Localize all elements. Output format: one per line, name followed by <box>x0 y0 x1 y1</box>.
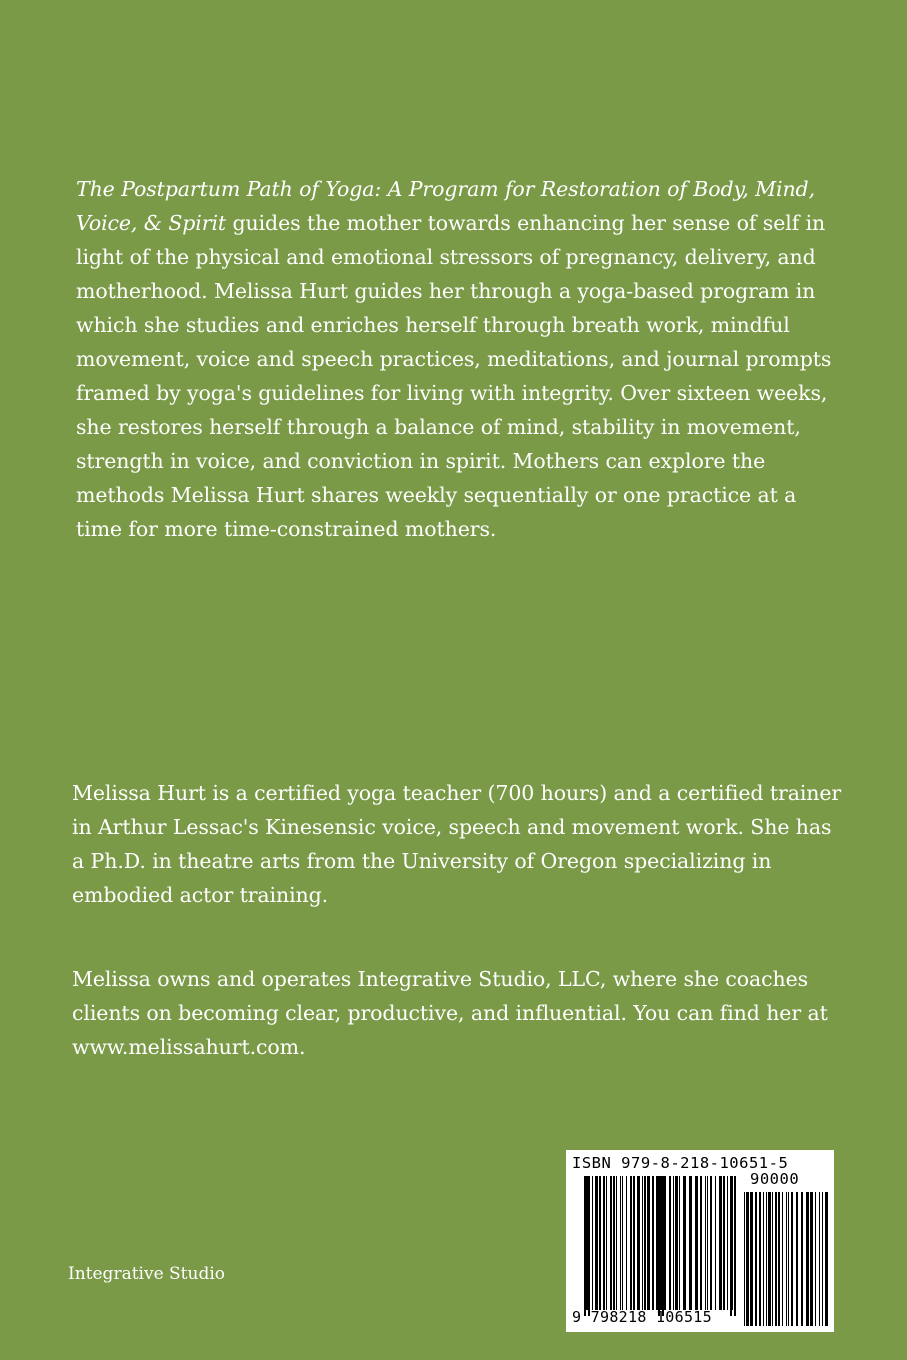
barcode-bar <box>705 1176 706 1310</box>
barcode-bar <box>796 1192 798 1326</box>
barcode-bar <box>775 1192 777 1326</box>
barcode-bar <box>786 1192 787 1326</box>
barcode-bar <box>683 1176 686 1310</box>
barcode-bar <box>801 1192 803 1326</box>
barcode-bar <box>723 1176 725 1310</box>
barcode-bar <box>695 1176 698 1310</box>
barcode-bar <box>766 1192 767 1326</box>
barcode-bar <box>652 1176 654 1310</box>
barcode-bar <box>791 1192 793 1326</box>
barcode-bar <box>595 1176 598 1310</box>
barcode-bar <box>810 1192 813 1326</box>
barcode-bar <box>633 1176 635 1310</box>
barcode-bar <box>675 1176 678 1310</box>
barcode-bar <box>664 1176 666 1310</box>
barcode-bar <box>626 1176 627 1310</box>
barcode-bar <box>782 1192 783 1326</box>
publisher-name: Integrative Studio <box>68 1264 226 1284</box>
barcode-bar <box>815 1192 816 1326</box>
barcode-bar <box>660 1176 662 1310</box>
author-bio-paragraph-2: Melissa owns and operates Integrative Studio, LLC, where she coaches clients on becoming clear, productive, and influential. You can find her at www.melissahurt.com. <box>72 967 828 1059</box>
barcode-guard-bar <box>658 1176 660 1316</box>
barcode-guard-bar <box>584 1176 586 1316</box>
barcode-bar <box>603 1176 605 1310</box>
barcode-bar <box>727 1176 728 1310</box>
price-code: 90000 <box>750 1170 800 1188</box>
barcode-bar <box>710 1176 712 1310</box>
barcode-guard-bar <box>662 1176 664 1316</box>
barcode-bar <box>778 1192 780 1326</box>
barcode-bar <box>700 1176 702 1310</box>
barcode-bar <box>669 1176 671 1310</box>
barcode-bar <box>755 1192 757 1326</box>
barcode-bar <box>642 1176 643 1310</box>
barcode-bar <box>788 1192 789 1326</box>
barcode-bar <box>613 1176 615 1310</box>
barcode-bar <box>819 1192 820 1326</box>
barcode-bar <box>759 1192 761 1326</box>
barcode-bar <box>715 1176 716 1310</box>
barcode-bar <box>606 1176 607 1310</box>
barcode-bar <box>679 1176 680 1310</box>
barcode-bar <box>768 1192 771 1326</box>
book-description <box>76 172 836 546</box>
isbn-label: ISBN 979-8-218-10651-5 <box>572 1154 789 1172</box>
barcode-guard-bar <box>730 1176 732 1316</box>
barcode-guard-bar <box>588 1176 590 1316</box>
barcode-bar <box>637 1176 640 1310</box>
barcode-bar <box>616 1176 617 1310</box>
barcode-bar <box>592 1176 593 1310</box>
barcode-bar <box>806 1192 809 1326</box>
barcode-bar <box>822 1192 823 1326</box>
barcode-bar <box>599 1176 601 1310</box>
barcode-bar <box>746 1192 749 1326</box>
barcode-bar <box>707 1176 708 1310</box>
isbn-barcode <box>566 1150 834 1332</box>
barcode-bars <box>566 1150 834 1332</box>
barcode-bar <box>673 1176 674 1310</box>
barcode-bar <box>620 1176 621 1310</box>
barcode-bar <box>763 1192 764 1326</box>
ean-digits: 9 798218 106515 <box>572 1308 712 1326</box>
book-description-text: guides the mother towards enhancing her sense of self in light of the physical and emotional stressors of pregnancy, delivery, and motherhood. Melissa Hurt guides her through a yoga-based program in which she studies and enriches herself through breath work, mindful movement, voice and speech practices, meditations, and journal prompts framed by yoga's guidelines for living with integrity. Over sixteen weeks, she restores herself through a balance of mind, stability in movement, strength in voice, and conviction in spirit. Mothers can explore the methods Melissa Hurt shares weekly sequentially or one practice at a time for more time-constrained mothers. <box>76 211 832 541</box>
barcode-bar <box>825 1192 828 1326</box>
barcode-bar <box>719 1176 722 1310</box>
barcode-bar <box>772 1192 773 1326</box>
barcode-bar <box>630 1176 632 1310</box>
book-title-italic: The Postpartum Path of Yoga: A Program for Restoration of Body, Mind, Voice, & Spirit <box>76 177 815 235</box>
barcode-bar <box>647 1176 650 1310</box>
barcode-bar <box>622 1176 623 1310</box>
barcode-bar <box>750 1192 753 1326</box>
barcode-bar <box>689 1176 692 1310</box>
barcode-guard-bar <box>734 1176 736 1316</box>
barcode-bar <box>744 1192 745 1326</box>
author-bio-paragraph-1: Melissa Hurt is a certified yoga teacher (700 hours) and a certified trainer in Arthur Lessac's Kinesensic voice, speech and movement work. She has a Ph.D. in theatre arts from the University of Oregon specializing in embodied actor training. <box>72 781 842 907</box>
barcode-bar <box>644 1176 646 1310</box>
barcode-bar <box>610 1176 612 1310</box>
